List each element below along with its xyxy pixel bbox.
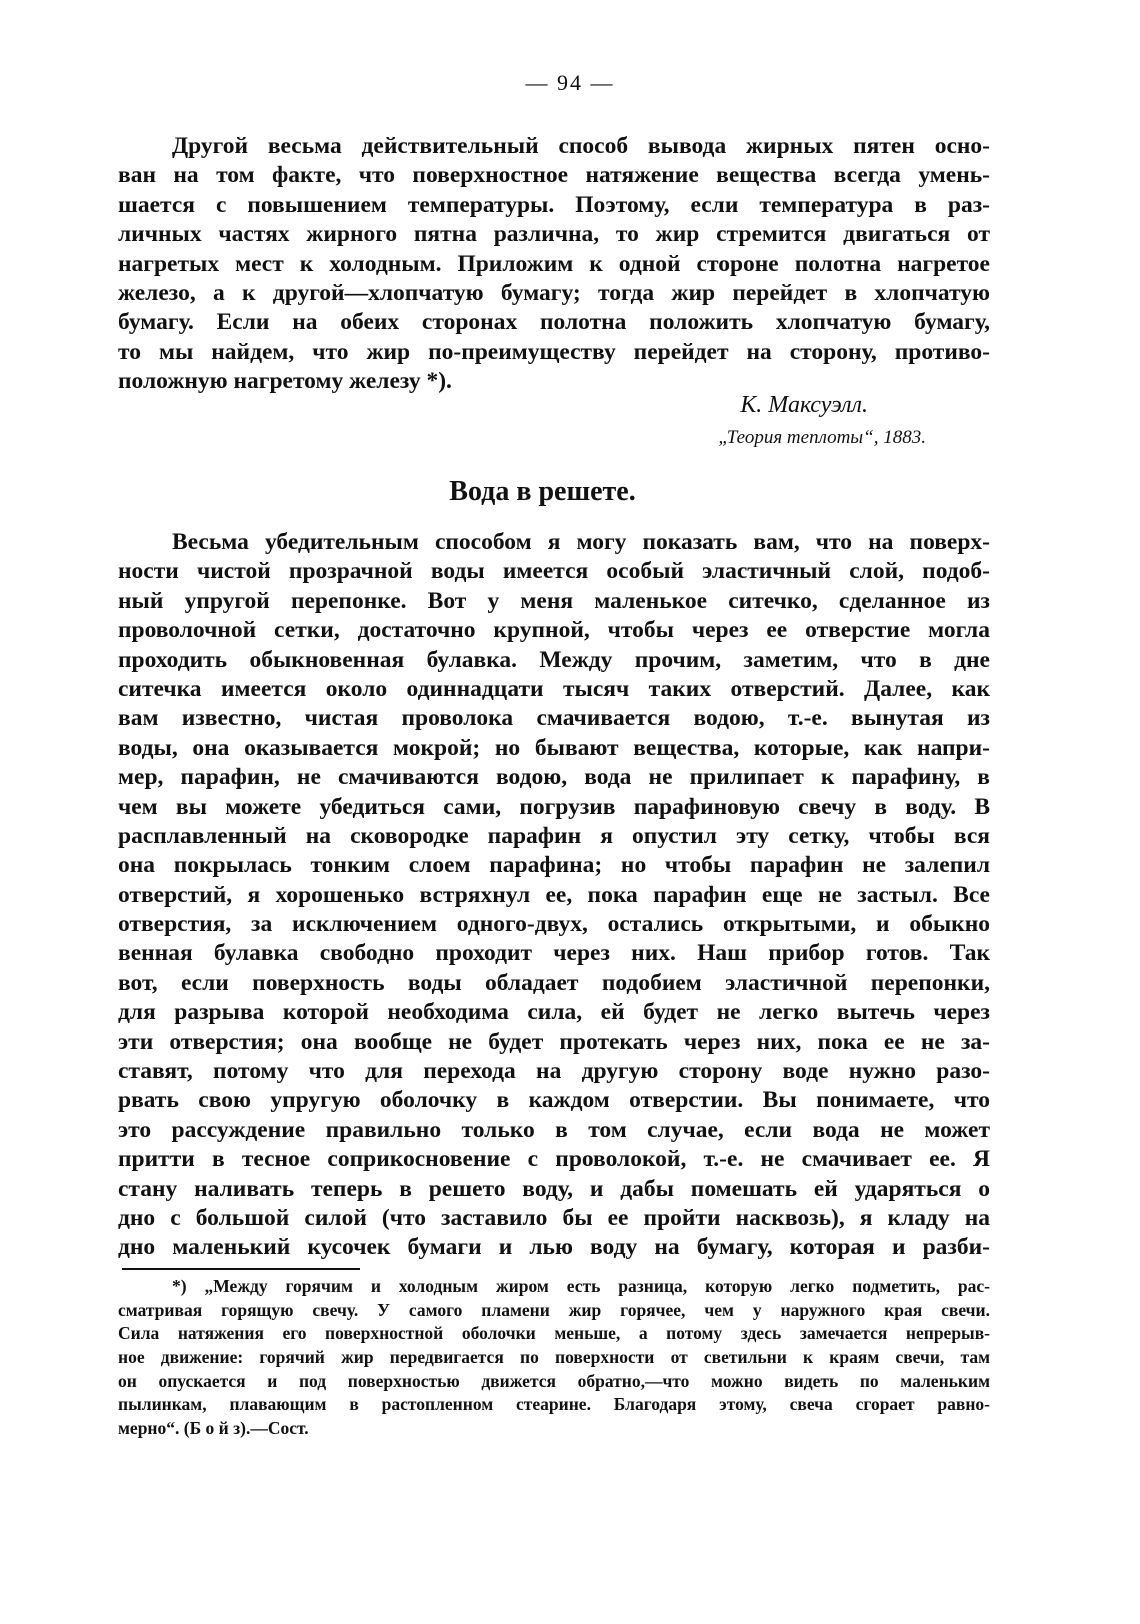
- text-line: Весьма убедительным способом я могу показать вам, что на поверх-: [172, 529, 990, 555]
- text-line: проволочной сетки, достаточно крупной, чтобы через ее отверстие могла: [118, 617, 990, 644]
- text-line: рвать свою упругую оболочку в каждом отверстии. Вы понимаете, что: [118, 1087, 990, 1114]
- text-line: положную нагретому железу *).: [118, 368, 452, 395]
- text-line: Другой весьма действительный способ вывода жирных пятен осно-: [172, 133, 990, 159]
- text-line: притти в тесное соприкосновение с проволокой, т.-е. не смачивает ее. Я: [118, 1146, 990, 1173]
- text-line: железо, а к другой—хлопчатую бумагу; тогда жир перейдет в хлопчатую: [118, 279, 990, 306]
- paragraph-2: [118, 528, 990, 1263]
- footnote-line: Сила натяжения его поверхностной оболочки меньше, а потому здесь замечается непрерыв-: [118, 1323, 990, 1344]
- text-line: эти отверстия; она вообще не будет протекать через них, пока ее не за-: [118, 1028, 990, 1055]
- text-line: воды, она оказывается мокрой; но бывают вещества, которые, как напри-: [118, 734, 990, 761]
- text-line: ный упругой перепонке. Вот у меня маленькое ситечко, сделанное из: [118, 587, 990, 614]
- text-line: ситечка имеется около одиннадцати тысяч таких отверстий. Далее, как: [118, 675, 990, 702]
- text-line: отверстия, за исключением одного-двух, остались открытыми, и обыкно: [118, 911, 990, 938]
- text-line: дно с большой силой (что заставило бы ее пройти насквозь), я кладу на: [118, 1204, 990, 1231]
- text-line: расплавленный на сковородке парафин я опустил эту сетку, чтобы вся: [118, 822, 990, 849]
- section-title: Вода в решете.: [449, 476, 636, 507]
- text-line: шается с повышением температуры. Поэтому, если температура в раз-: [118, 191, 990, 218]
- footnote-line: *) „Между горячим и холодным жиром есть разница, которую легко подметить, рас-: [172, 1276, 990, 1296]
- footnote-line: сматривая горящую свечу. У самого пламени жир горячее, чем у наружного края свечи.: [118, 1299, 990, 1320]
- text-line: мер, парафин, не смачиваются водою, вода не прилипает к парафину, в: [118, 764, 990, 791]
- text-line: чем вы можете убедиться сами, погрузив парафиновую свечу в воду. В: [118, 793, 990, 820]
- text-line: личных частях жирного пятна различна, то жир стремится двигаться от: [118, 221, 990, 248]
- text-line: отверстий, я хорошенько встряхнул ее, пока парафин еще не застыл. Все: [118, 881, 990, 908]
- text-line: ван на том факте, что поверхностное натяжение вещества всегда умень-: [118, 162, 990, 189]
- text-line: для разрыва которой необходима сила, ей будет не легко вытечь через: [118, 999, 990, 1026]
- text-line: ставят, потому что для перехода на другую сторону воде нужно разо-: [118, 1058, 990, 1085]
- text-line: вам известно, чистая проволока смачивается водою, т.-е. вынутая из: [118, 705, 990, 732]
- paragraph-1: [118, 132, 990, 397]
- text-line: проходить обыкновенная булавка. Между прочим, заметим, что в дне: [118, 646, 990, 673]
- page-number: — 94 —: [525, 70, 615, 95]
- footnote: [118, 1275, 990, 1441]
- attribution-source: „Теория теплоты“, 1883.: [718, 427, 926, 448]
- text-line: дно маленький кусочек бумаги и лью воду на бумагу, которая и разби-: [118, 1234, 990, 1261]
- text-line: нагретых мест к холодным. Приложим к одной стороне полотна нагретое: [118, 250, 990, 277]
- text-line: ности чистой прозрачной воды имеется особый эластичный слой, подоб-: [118, 558, 990, 585]
- text-line: стану наливать теперь в решето воду, и дабы помешать ей ударяться о: [118, 1175, 990, 1202]
- text-line: это рассуждение правильно только в том случае, если вода не может: [118, 1116, 990, 1143]
- text-line: то мы найдем, что жир по-преимуществу перейдет на сторону, противо-: [118, 338, 990, 365]
- attribution-author: К. Максуэлл.: [740, 392, 868, 418]
- text-line: она покрылась тонким слоем парафина; но чтобы парафин не залепил: [118, 852, 990, 879]
- footnote-line: ное движение: горячий жир передвигается по поверхности от светильни к краям свечи, там: [118, 1347, 990, 1368]
- footnote-line: он опускается и под поверхностью движется обратно,—что можно видеть по маленьким: [118, 1370, 990, 1391]
- footnote-line: пылинкам, плавающим в растопленном стеарине. Благодаря этому, свеча сгорает равно-: [118, 1394, 990, 1415]
- text-line: вот, если поверхность воды обладает подобием эластичной перепонки,: [118, 969, 990, 996]
- text-line: бумагу. Если на обеих сторонах полотна положить хлопчатую бумагу,: [118, 309, 990, 336]
- footnote-line: мерно“. (Б о й з).—Сост.: [118, 1418, 309, 1439]
- text-line: венная булавка свободно проходит через них. Наш прибор готов. Так: [118, 940, 990, 967]
- footnote-divider: [122, 1268, 360, 1270]
